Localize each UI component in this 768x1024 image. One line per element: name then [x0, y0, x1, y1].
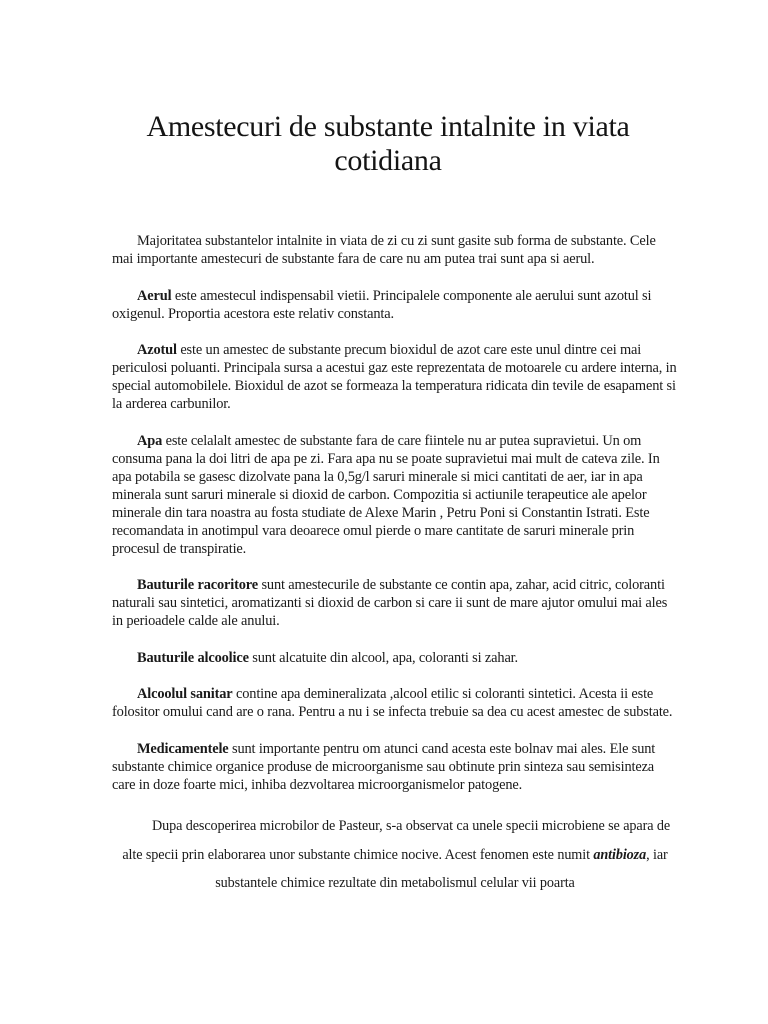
paragraph-bauturile-racoritore [112, 576, 678, 630]
term-bauturile-racoritore: Bauturile racoritore [137, 577, 259, 593]
term-apa: Apa [137, 432, 163, 449]
term-aerul: Aerul [137, 287, 172, 304]
paragraph-text: sunt alcatuite din alcool, apa, coloranti si zahar. [248, 649, 518, 666]
paragraph-text: sunt importante pentru om atunci cand acesta este bolnav mai ales. Ele sunt substante chimice organice produse de microorganisme sau obtinute prin sinteza sau semisinteza care in doze foarte mici, inhiba dezvoltarea microorganismelor patogene. [112, 740, 656, 793]
paragraph-text: este un amestec de substante precum bioxidul de azot care este unul dintre cei mai periculosi poluanti. Principala sursa a acestui gaz este reprezentata de motoarele cu ardere interna, in special automobilele. Bioxidul de azot se formeaza la temperatura ridicata din tevile de esapament si la arderea carbunilor. [112, 342, 677, 412]
paragraph-azotul [112, 341, 678, 413]
paragraph-bauturile-alcoolice [112, 649, 678, 667]
paragraph-apa [112, 432, 678, 558]
paragraph-text: este celalalt amestec de substante fara de care fiintele nu ar putea supravietui. Un om consuma pana la doi litri de apa pe zi. Fara apa nu se poate supravietui mai mult de cateva zile. In apa potabila se gasesc dizolvate pana la 0,5g/l saruri minerale si mici cantitati de aer, iar in apa minerala sunt saruri minerale si dioxid de carbon. Compozitia si actiunile terapeutice ale apelor minerale din tara noastra au fosta studiate de Alexe Marin , Petru Poni si Constantin Istrati. Este recomandata in anotimpul vara deoarece omul pierde o mare cantitate de saruri minerale prin procesul de transpiratie. [112, 432, 660, 557]
paragraph-text: , iar substantele chimice rezultate din metabolismul celular vii poarta [215, 846, 668, 891]
page-title: Amestecuri de substante intalnite in viata cotidiana [146, 110, 630, 177]
intro-paragraph: Majoritatea substantelor intalnite in viata de zi cu zi sunt gasite sub forma de substante. Cele mai importante amestecuri de substante fara de care nu am putea trai sunt apa si aerul. [112, 233, 656, 267]
term-alcoolul-sanitar: Alcoolul sanitar [137, 686, 233, 702]
paragraph-medicamentele [112, 740, 678, 794]
term-azotul: Azotul [137, 342, 177, 358]
term-medicamentele: Medicamentele [137, 740, 229, 757]
paragraph-alcoolul-sanitar [112, 685, 678, 721]
document-body [112, 232, 678, 916]
paragraph-text: Dupa descoperirea microbilor de Pasteur, s-a observat ca unele specii microbiene se apara de alte specii prin elaborarea unor substante chimice nocive. Acest fenomen este numit [122, 818, 671, 863]
paragraph-antibioza [112, 812, 678, 898]
paragraph-aerul [112, 287, 678, 323]
paragraph-text: este amestecul indispensabil vietii. Principalele componente ale aerului sunt azotul si oxigenul. Proportia acestora este relativ constanta. [112, 287, 652, 322]
paragraph-text: contine apa demineralizata ,alcool etilic si coloranti sintetici. Acesta ii este folositor omului cand are o rana. Pentru a nu i se infecta trebuie sa dea cu acest amestec de substate. [112, 686, 673, 720]
term-bauturile-alcoolice: Bauturile alcoolice [137, 649, 249, 666]
paragraph-text: sunt amestecurile de substante ce contin apa, zahar, acid citric, coloranti naturali sau sintetici, aromatizanti si dioxid de carbon si care ii sunt de mare ajutor omului mai ales in perioadele calde ale anului. [112, 577, 668, 629]
term-antibioza: antibioza [593, 846, 647, 863]
